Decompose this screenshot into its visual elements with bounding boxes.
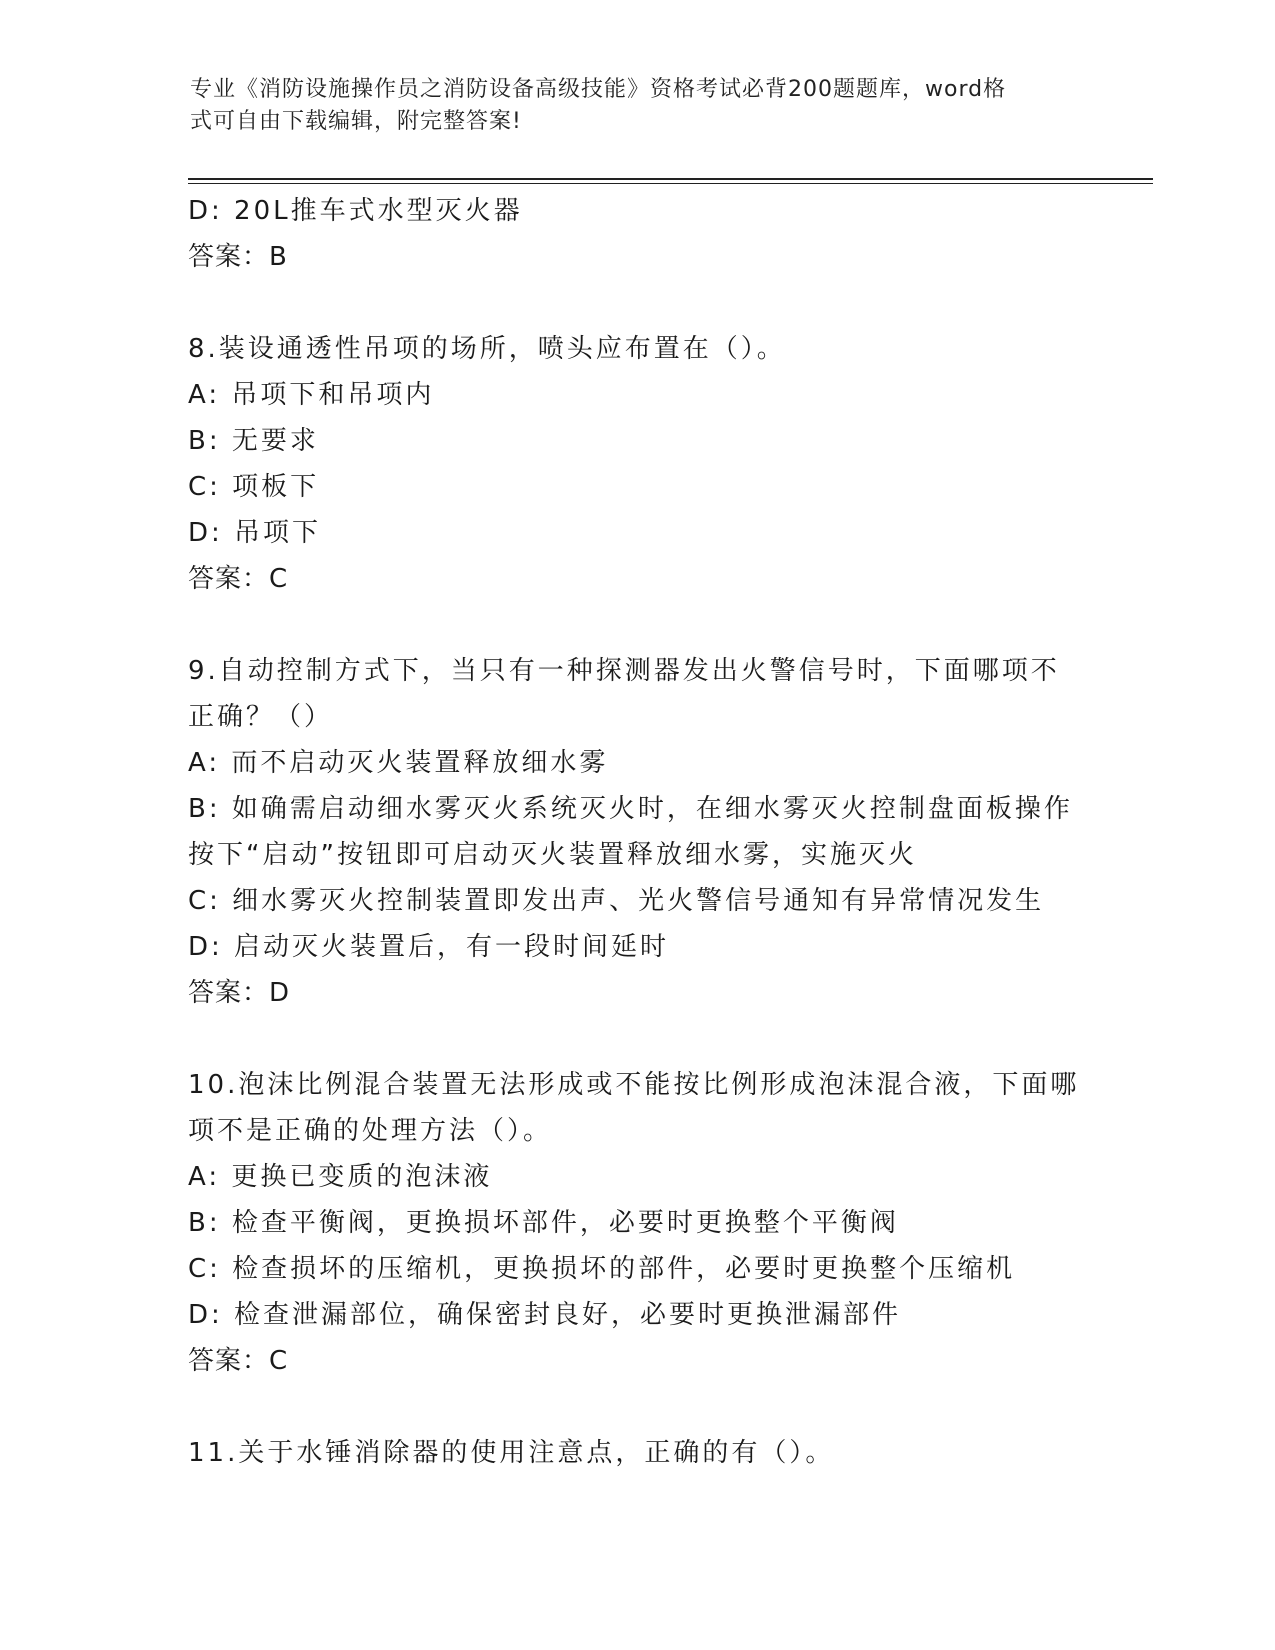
option-d: D: 启动灭火装置后，有一段时间延时 <box>188 932 670 962</box>
answer: 答案：C <box>188 1346 289 1376</box>
question-stem-line-1: 9.自动控制方式下，当只有一种探测器发出火警信号时，下面哪项不 <box>188 656 1060 686</box>
option-c: C: 细水雾灭火控制装置即发出声、光火警信号通知有异常情况发生 <box>188 886 1045 916</box>
question-stem: 8.装设通透性吊项的场所，喷头应布置在（）。 <box>188 334 786 364</box>
option-b: B: 检查平衡阀，更换损坏部件，必要时更换整个平衡阀 <box>188 1208 899 1238</box>
spacer <box>188 1384 1088 1430</box>
option-c: C: 项板下 <box>188 472 320 502</box>
spacer <box>188 602 1088 648</box>
question-11 <box>188 1430 1088 1476</box>
option-b: B: 无要求 <box>188 426 319 456</box>
document-header <box>190 74 1090 138</box>
question-stem: 11.关于水锤消除器的使用注意点，正确的有（）。 <box>188 1438 835 1468</box>
document-body <box>188 188 1088 1476</box>
spacer <box>188 1016 1088 1062</box>
header-rule-thick <box>188 178 1153 180</box>
prev-option-d: D: 20L推车式水型灭火器 <box>188 196 523 226</box>
answer: 答案：C <box>188 564 289 594</box>
option-a: A: 更换已变质的泡沫液 <box>188 1162 493 1192</box>
option-d: D: 吊项下 <box>188 518 322 548</box>
option-b-line-2: 按下“启动”按钮即可启动灭火装置释放细水雾，实施灭火 <box>188 840 917 870</box>
option-a: A: 吊项下和吊项内 <box>188 380 435 410</box>
question-stem-line-2: 项不是正确的处理方法（）。 <box>188 1116 553 1146</box>
header-line-1: 专业《消防设施操作员之消防设备高级技能》资格考试必背200题题库，word格 <box>190 77 1007 102</box>
header-rule-thin <box>188 183 1153 184</box>
option-d: D: 检查泄漏部位，确保密封良好，必要时更换泄漏部件 <box>188 1300 902 1330</box>
option-b-line-1: B: 如确需启动细水雾灭火系统灭火时，在细水雾灭火控制盘面板操作 <box>188 794 1073 824</box>
question-stem-line-1: 10.泡沫比例混合装置无法形成或不能按比例形成泡沫混合液，下面哪 <box>188 1070 1080 1100</box>
spacer <box>188 280 1088 326</box>
question-9 <box>188 648 1088 1016</box>
answer: 答案：D <box>188 978 291 1008</box>
option-c: C: 检查损坏的压缩机，更换损坏的部件，必要时更换整个压缩机 <box>188 1254 1016 1284</box>
question-10 <box>188 1062 1088 1384</box>
prev-answer: 答案：B <box>188 242 288 272</box>
header-line-2: 式可自由下载编辑，附完整答案! <box>190 109 522 134</box>
question-8 <box>188 326 1088 602</box>
question-stem-line-2: 正确？（） <box>188 702 334 732</box>
option-a: A: 而不启动灭火装置释放细水雾 <box>188 748 609 778</box>
